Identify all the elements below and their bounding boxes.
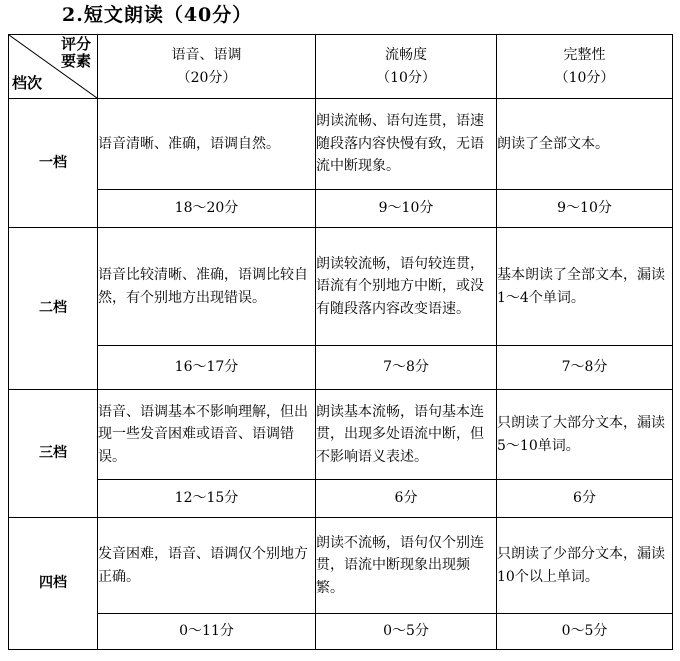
section-title: 2.短文朗读（40分） bbox=[62, 4, 253, 26]
level-3-label: 三档 bbox=[9, 390, 98, 518]
level-1-fluency-score: 9～10分 bbox=[316, 190, 497, 228]
level-3-fluency-score: 6分 bbox=[316, 480, 497, 518]
column-header-pronunciation: 语音、语调 （20分） bbox=[98, 35, 316, 99]
level-2-label: 二档 bbox=[9, 228, 98, 390]
level-2-fluency-score: 7～8分 bbox=[316, 346, 497, 390]
level-3-description-row bbox=[9, 390, 673, 480]
level-2-score-row bbox=[9, 346, 673, 390]
level-1-fluency-desc: 朗读流畅、语句连贯，语速随段落内容快慢有致，无语流中断现象。 bbox=[316, 99, 497, 190]
level-2-completeness-score: 7～8分 bbox=[497, 346, 673, 390]
level-1-pronunciation-score: 18～20分 bbox=[98, 190, 316, 228]
level-2-fluency-desc: 朗读较流畅，语句较连贯，语流有个别地方中断，或没有随段落内容改变语速。 bbox=[316, 228, 497, 346]
level-2-completeness-desc: 基本朗读了全部文本，漏读1～4个单词。 bbox=[497, 228, 673, 346]
level-4-score-row bbox=[9, 614, 673, 650]
corner-label-level: 档次 bbox=[12, 74, 43, 92]
level-4-description-row bbox=[9, 518, 673, 614]
level-1-description-row bbox=[9, 99, 673, 190]
column-header-fluency: 流畅度 （10分） bbox=[316, 35, 497, 99]
column-header-completeness: 完整性 （10分） bbox=[497, 35, 673, 99]
level-1-completeness-desc: 朗读了全部文本。 bbox=[497, 99, 673, 190]
header-corner-cell bbox=[9, 35, 98, 99]
level-4-completeness-score: 0～5分 bbox=[497, 614, 673, 650]
level-3-pronunciation-score: 12～15分 bbox=[98, 480, 316, 518]
header-row bbox=[9, 35, 673, 99]
level-4-fluency-score: 0～5分 bbox=[316, 614, 497, 650]
level-1-completeness-score: 9～10分 bbox=[497, 190, 673, 228]
level-1-label: 一档 bbox=[9, 99, 98, 228]
level-4-pronunciation-desc: 发音困难，语音、语调仅个别地方正确。 bbox=[98, 518, 316, 614]
level-3-completeness-score: 6分 bbox=[497, 480, 673, 518]
level-3-completeness-desc: 只朗读了大部分文本，漏读5～10单词。 bbox=[497, 390, 673, 480]
scoring-rubric-table bbox=[8, 34, 673, 650]
level-4-pronunciation-score: 0～11分 bbox=[98, 614, 316, 650]
level-4-completeness-desc: 只朗读了少部分文本，漏读10个以上单词。 bbox=[497, 518, 673, 614]
level-2-pronunciation-desc: 语音比较清晰、准确，语调比较自然，有个别地方出现错误。 bbox=[98, 228, 316, 346]
level-4-fluency-desc: 朗读不流畅，语句仅个别连贯，语流中断现象出现频繁。 bbox=[316, 518, 497, 614]
level-3-fluency-desc: 朗读基本流畅，语句基本连贯，出现多处语流中断，但不影响语义表述。 bbox=[316, 390, 497, 480]
level-2-description-row bbox=[9, 228, 673, 346]
level-3-pronunciation-desc: 语音、语调基本不影响理解，但出现一些发音困难或语音、语调错误。 bbox=[98, 390, 316, 480]
level-3-score-row bbox=[9, 480, 673, 518]
level-1-pronunciation-desc: 语音清晰、准确，语调自然。 bbox=[98, 99, 316, 190]
level-4-label: 四档 bbox=[9, 518, 98, 650]
corner-label-criteria: 评分 要素 bbox=[60, 35, 91, 71]
level-1-score-row bbox=[9, 190, 673, 228]
level-2-pronunciation-score: 16～17分 bbox=[98, 346, 316, 390]
